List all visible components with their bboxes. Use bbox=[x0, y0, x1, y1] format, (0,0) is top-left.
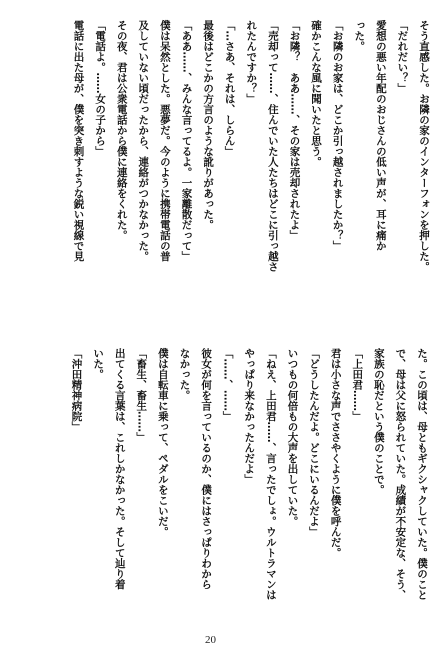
text-line: やっぱり来なかったんだよ」 bbox=[243, 348, 256, 485]
text-line: 「ねえ、上田君……、言ったでしょ。ウルトラマンは bbox=[264, 348, 277, 600]
text-line: 最後はどこかの方言のような訛りがあった。 bbox=[202, 20, 215, 230]
text-line: いつもの何倍もの大声を出していた。 bbox=[286, 348, 299, 527]
text-line: なかった。 bbox=[178, 348, 191, 401]
text-line: 「電話よ。……女の子から」 bbox=[94, 20, 107, 157]
text-line: 家族の恥だという僕のことで。 bbox=[372, 348, 385, 495]
text-line: 「売却って……、住んでいた人たちはどこに引っ越さ bbox=[266, 20, 279, 272]
text-line: 「畜生、畜生……」 bbox=[135, 348, 148, 443]
text-line: 確かこんな風に聞いたと思う。 bbox=[310, 20, 323, 167]
text-line: れたんですか？」 bbox=[245, 20, 258, 104]
text-line: った。 bbox=[353, 20, 366, 52]
text-line: 「上田君……」 bbox=[351, 348, 364, 422]
text-line: 「お隣のお家は、どこか引っ越されましたか？」 bbox=[331, 20, 344, 251]
text-line: 「お隣？ ああ……、その家は売却されたよ」 bbox=[288, 20, 301, 241]
text-line: 電話に出た母が、僕を突き刺すような鋭い視線で見 bbox=[72, 20, 85, 262]
text-line: 彼女が何を言っているのか、僕にはさっぱりわから bbox=[200, 348, 213, 590]
text-line: 僕は自転車に乗って、ペダルをこいだ。 bbox=[156, 348, 169, 537]
text-line: 「……、……」 bbox=[221, 348, 234, 422]
text-line: その夜、君は公衆電話から僕に連絡をくれた。 bbox=[115, 20, 128, 241]
text-line: た。この頃は、母ともギクシャクしていた。僕のこと bbox=[416, 348, 428, 600]
text-line: 「だれだい？」 bbox=[396, 20, 409, 94]
text-line: 「沖田精神病院」 bbox=[70, 348, 83, 432]
text-line: 君は小さな声でささやくように僕を呼んだ。 bbox=[329, 348, 342, 558]
text-line: で、母は父に怒られていた。成績が不安定な、そう、 bbox=[394, 348, 407, 600]
text-line: 僕は呆然とした。悪夢だ。今のように携帯電話の普 bbox=[158, 20, 171, 262]
text-line: 出てくる言葉は、これしかなかった。そして辿り着 bbox=[113, 348, 126, 590]
page-number: 20 bbox=[205, 634, 216, 646]
text-line: 「ああ……、みんな言ってるよ。一家離散だって」 bbox=[180, 20, 193, 262]
text-line: 及していない頃だったから、連絡がつかなかった。 bbox=[137, 20, 150, 262]
text-line: 「…さあ、それは、しらん」 bbox=[223, 20, 236, 157]
text-line: 愛想の悪い年配のおじさんの低い声が、耳に痛か bbox=[374, 20, 387, 251]
text-line: そう直感した。お隣の家のインターフォンを押した。 bbox=[418, 20, 430, 272]
text-block-lower bbox=[65, 348, 432, 618]
text-line: いた。 bbox=[92, 348, 105, 380]
text-block-upper bbox=[67, 20, 434, 310]
text-line: 「どうしたんだよ。どこにいるんだよ」 bbox=[308, 348, 321, 537]
